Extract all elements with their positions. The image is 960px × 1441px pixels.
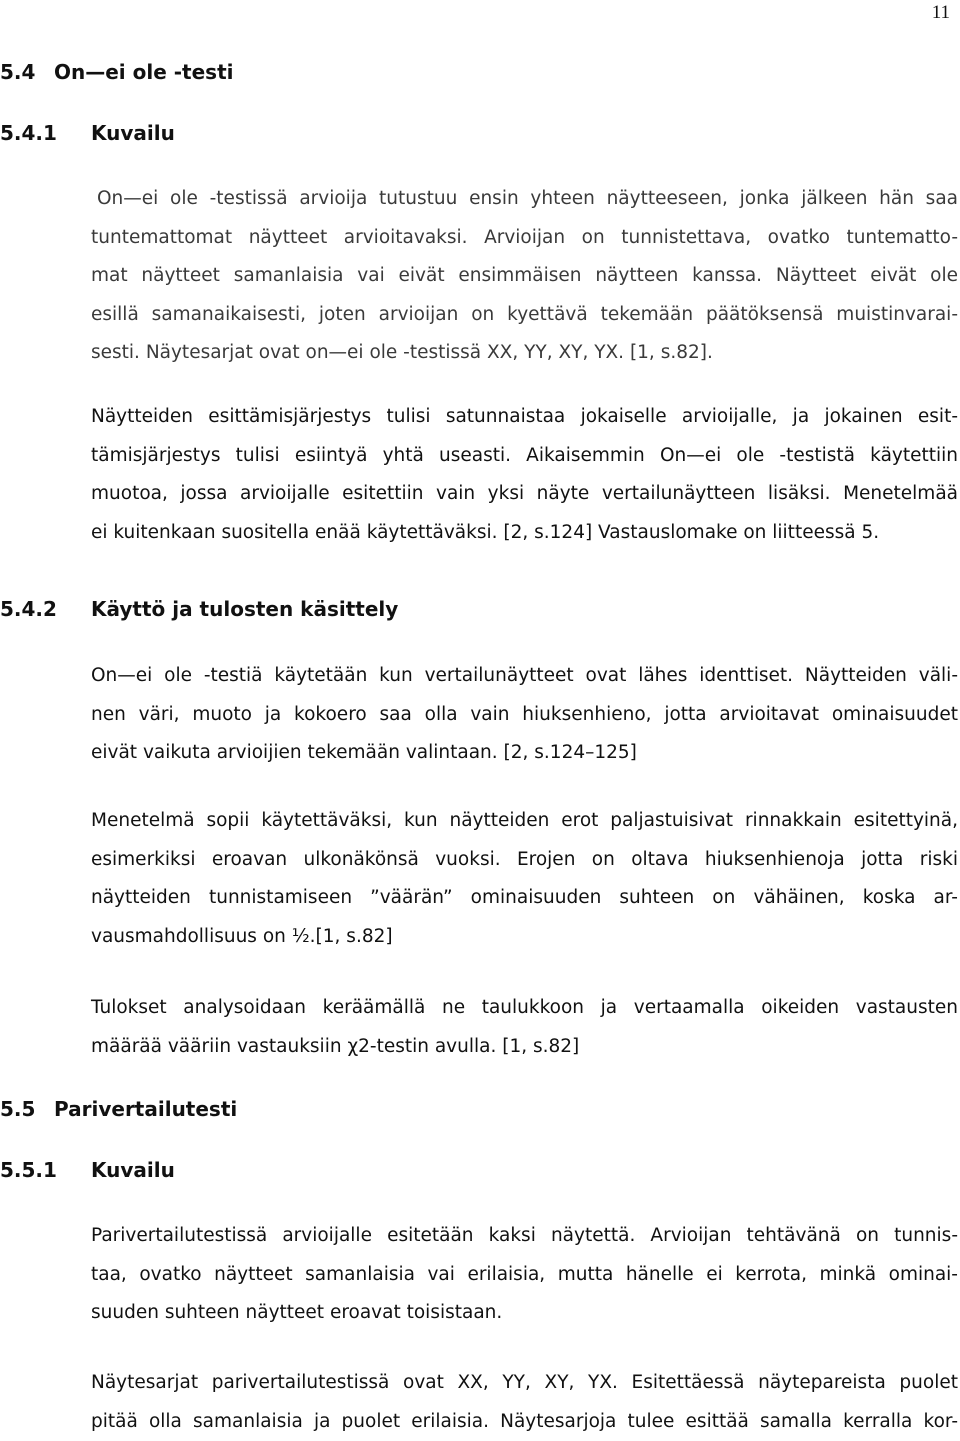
section-title: Käyttö ja tulosten käsittely [91, 597, 398, 621]
text-line: eivät vaikuta arvioijien tekemään valintaan. [2, s.124–125] [91, 734, 958, 773]
text-line: Näytesarjat parivertailutestissä ovat XX, YY, XY, YX. Esitettäessä näytepareista puolet [91, 1364, 958, 1403]
paragraph-pair-series [91, 1364, 958, 1441]
section-number: 5.4 [0, 60, 54, 84]
text-line: Parivertailutestissä arvioijalle esitetään kaksi näytettä. Arvioijan tehtävänä on tunnis- [91, 1217, 958, 1256]
text-line: mat näytteet samanlaisia vai eivät ensimmäisen näytteen kanssa. Näytteet eivät ole [91, 257, 958, 296]
section-5-4-heading [0, 60, 234, 84]
section-title: Parivertailutesti [54, 1097, 237, 1121]
text-line: ei kuitenkaan suositella enää käytettäväksi. [2, s.124] Vastauslomake on liitteessä 5. [91, 514, 958, 553]
text-line: taa, ovatko näytteet samanlaisia vai erilaisia, mutta hänelle ei kerrota, minkä ominai- [91, 1256, 958, 1295]
text-line: Tulokset analysoidaan keräämällä ne taulukkoon ja vertaamalla oikeiden vastausten [91, 989, 958, 1028]
section-number: 5.4.2 [0, 597, 91, 621]
text-line: tuntemattomat näytteet arvioitavaksi. Arvioijan on tunnistettava, ovatko tuntematto- [91, 219, 958, 258]
text-line: esillä samanaikaisesti, joten arvioijan on kyettävä tekemään päätöksensä muistinvarai- [91, 296, 958, 335]
text-line: sesti. Näytesarjat ovat on—ei ole -testissä XX, YY, XY, YX. [1, s.82]. [91, 334, 958, 373]
section-5-5-1-heading [0, 1158, 175, 1182]
text-line: pitää olla samanlaisia ja puolet erilaisia. Näytesarjoja tulee esittää samalla kerralla kor- [91, 1403, 958, 1441]
paragraph-results [91, 989, 958, 1066]
text-line: vausmahdollisuus on ½.[1, s.82] [91, 918, 958, 957]
text-line: Näytteiden esittämisjärjestys tulisi satunnaistaa jokaiselle arvioijalle, ja jokainen esit- [91, 398, 958, 437]
paragraph-description [91, 180, 958, 373]
text-line: Menetelmä sopii käytettäväksi, kun näytteiden erot paljastuisivat rinnakkain esitettyinä, [91, 802, 958, 841]
text-line: määrää vääriin vastauksiin χ2-testin avulla. [1, s.82] [91, 1028, 958, 1067]
paragraph-pair-description [91, 1217, 958, 1333]
paragraph-presentation-order [91, 398, 958, 552]
section-5-4-2-heading [0, 597, 398, 621]
text-line: näytteiden tunnistamiseen ”väärän” ominaisuuden suhteen on vähäinen, koska ar- [91, 879, 958, 918]
page-number: 11 [932, 2, 950, 24]
section-title: Kuvailu [91, 1158, 175, 1182]
section-number: 5.5 [0, 1097, 54, 1121]
section-number: 5.5.1 [0, 1158, 91, 1182]
text-line: On—ei ole -testissä arvioija tutustuu ensin yhteen näytteeseen, jonka jälkeen hän saa [91, 180, 958, 219]
section-title: Kuvailu [91, 121, 175, 145]
section-number: 5.4.1 [0, 121, 91, 145]
section-5-4-1-heading [0, 121, 175, 145]
paragraph-suitability [91, 802, 958, 956]
text-line: On—ei ole -testiä käytetään kun vertailunäytteet ovat lähes identtiset. Näytteiden väli- [91, 657, 958, 696]
section-title: On—ei ole -testi [54, 60, 234, 84]
paragraph-usage [91, 657, 958, 773]
text-line: muotoa, jossa arvioijalle esitettiin vain yksi näyte vertailunäytteen lisäksi. Menetelmää [91, 475, 958, 514]
section-5-5-heading [0, 1097, 237, 1121]
text-line: tämisjärjestys tulisi esiintyä yhtä useasti. Aikaisemmin On—ei ole -testistä käytettiin [91, 437, 958, 476]
text-line: suuden suhteen näytteet eroavat toisistaan. [91, 1294, 958, 1333]
text-line: nen väri, muoto ja kokoero saa olla vain hiuksenhieno, jotta arvioitavat ominaisuudet [91, 696, 958, 735]
text-line: esimerkiksi eroavan ulkonäkönsä vuoksi. Erojen on oltava hiuksenhienoja jotta riski [91, 841, 958, 880]
